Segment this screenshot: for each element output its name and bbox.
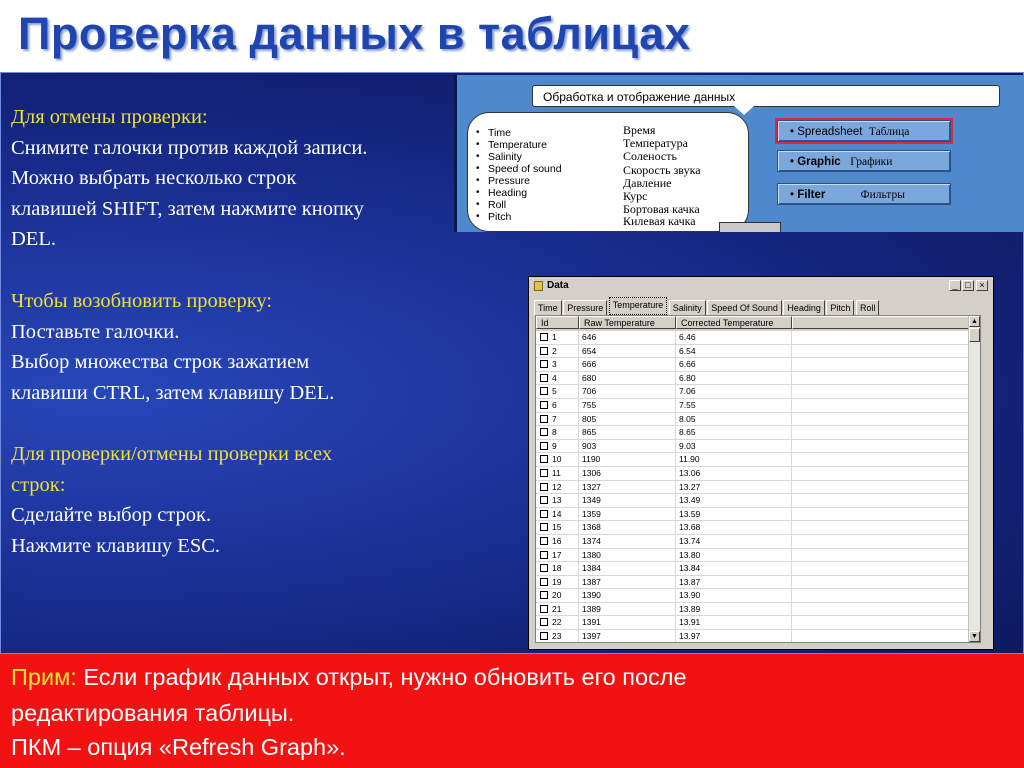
filter-button-ru: Фильтры xyxy=(860,189,905,201)
table-row[interactable] xyxy=(536,589,972,603)
menu-bottom-tab xyxy=(719,222,781,232)
row-id: 2 xyxy=(552,345,557,356)
processing-menu-screenshot xyxy=(454,75,1024,232)
tab-time[interactable]: Time xyxy=(534,300,562,315)
table-row[interactable] xyxy=(536,385,972,399)
raw-temperature-cell: 1384 xyxy=(579,562,676,575)
id-cell xyxy=(536,535,579,548)
id-cell xyxy=(536,413,579,426)
table-row[interactable] xyxy=(536,576,972,590)
scroll-thumb[interactable] xyxy=(969,328,980,342)
tab-roll[interactable]: Roll xyxy=(856,300,880,315)
table-row[interactable] xyxy=(536,481,972,495)
note-label: Прим: xyxy=(11,664,77,690)
id-cell xyxy=(536,549,579,562)
corrected-temperature-cell: 13.74 xyxy=(676,535,792,548)
empty-cell xyxy=(792,616,972,629)
empty-cell xyxy=(792,413,972,426)
parameter-list xyxy=(467,112,749,232)
table-row[interactable] xyxy=(536,616,972,630)
id-cell xyxy=(536,331,579,344)
app-icon xyxy=(534,281,543,291)
raw-temperature-cell: 1390 xyxy=(579,589,676,602)
instruction-line: Выбор множества строк зажатием xyxy=(11,351,310,373)
id-cell xyxy=(536,603,579,616)
param-en: • Speed of sound xyxy=(488,163,562,175)
id-cell xyxy=(536,562,579,575)
row-id: 4 xyxy=(552,372,557,383)
param-ru: Время xyxy=(623,123,656,137)
table-row[interactable] xyxy=(536,331,972,345)
corrected-temperature-cell: 6.80 xyxy=(676,372,792,385)
id-cell xyxy=(536,467,579,480)
corrected-temperature-cell: 13.06 xyxy=(676,467,792,480)
row-id: 5 xyxy=(552,386,557,397)
corrected-temperature-cell: 13.87 xyxy=(676,576,792,589)
row-checkbox[interactable] xyxy=(540,523,548,531)
instruction-line: Снимите галочки против каждой записи. xyxy=(11,136,368,159)
instruction-heading: Чтобы возобновить проверку: xyxy=(11,290,273,312)
row-id: 1 xyxy=(552,332,557,342)
raw-temperature-cell: 1190 xyxy=(579,453,676,466)
tab-temperature[interactable]: Temperature xyxy=(609,297,668,315)
tab-pressure[interactable]: Pressure xyxy=(563,300,607,315)
param-en: • Temperature xyxy=(488,139,547,151)
note-line-1 xyxy=(11,664,687,691)
table-row[interactable] xyxy=(536,630,972,643)
row-checkbox[interactable] xyxy=(540,632,548,640)
vertical-scrollbar[interactable] xyxy=(968,316,980,642)
grid-header xyxy=(536,316,981,331)
table-row[interactable] xyxy=(536,508,972,522)
raw-temperature-cell: 1387 xyxy=(579,576,676,589)
raw-temperature-cell: 706 xyxy=(579,385,676,398)
row-checkbox[interactable] xyxy=(540,401,548,409)
instruction-line: Сделайте выбор строк. xyxy=(11,504,212,526)
row-id: 6 xyxy=(552,399,557,410)
row-id: 23 xyxy=(552,631,562,642)
corrected-temperature-cell: 13.91 xyxy=(676,616,792,629)
data-window xyxy=(528,276,994,650)
id-cell xyxy=(536,399,579,412)
title-bar xyxy=(0,0,1024,72)
scroll-down-arrow[interactable]: ▼ xyxy=(969,631,980,642)
corrected-temperature-cell: 13.97 xyxy=(676,630,792,643)
corrected-temperature-cell: 11.90 xyxy=(676,453,792,466)
row-checkbox[interactable] xyxy=(540,605,548,613)
row-checkbox[interactable] xyxy=(540,618,548,626)
empty-cell xyxy=(792,481,972,494)
graphic-button-ru: Графики xyxy=(850,156,893,168)
corrected-temperature-cell: 8.65 xyxy=(676,426,792,439)
empty-cell xyxy=(792,535,972,548)
row-id: 10 xyxy=(552,454,562,465)
instruction-line: клавиши CTRL, затем клавишу DEL. xyxy=(11,381,335,404)
empty-cell xyxy=(792,426,972,439)
table-row[interactable] xyxy=(536,345,972,359)
table-row[interactable] xyxy=(536,535,972,549)
raw-temperature-cell: 680 xyxy=(579,372,676,385)
corrected-temperature-cell: 13.84 xyxy=(676,562,792,575)
table-row[interactable] xyxy=(536,494,972,508)
filter-button[interactable]: • Filter Фильтры xyxy=(777,183,951,205)
param-en: • Salinity xyxy=(488,151,522,163)
row-checkbox[interactable] xyxy=(540,387,548,395)
corrected-temperature-cell: 6.46 xyxy=(676,331,792,344)
row-checkbox[interactable] xyxy=(540,428,548,436)
column-header-raw[interactable]: Raw Temperature xyxy=(579,316,676,329)
param-ru: Бортовая качка xyxy=(623,202,700,216)
param-ru: Температура xyxy=(623,136,688,150)
empty-cell xyxy=(792,440,972,453)
corrected-temperature-cell: 6.54 xyxy=(676,345,792,358)
row-id: 7 xyxy=(552,413,557,424)
row-checkbox[interactable] xyxy=(540,551,548,559)
empty-cell xyxy=(792,562,972,575)
corrected-temperature-cell: 13.49 xyxy=(676,494,792,507)
row-id: 13 xyxy=(552,495,562,506)
empty-cell xyxy=(792,508,972,521)
corrected-temperature-cell: 7.55 xyxy=(676,399,792,412)
corrected-temperature-cell: 13.68 xyxy=(676,521,792,534)
instruction-line: DEL. xyxy=(11,228,56,250)
raw-temperature-cell: 1359 xyxy=(579,508,676,521)
corrected-temperature-cell: 7.06 xyxy=(676,385,792,398)
corrected-temperature-cell: 13.89 xyxy=(676,603,792,616)
id-cell xyxy=(536,521,579,534)
row-checkbox[interactable] xyxy=(540,578,548,586)
raw-temperature-cell: 1306 xyxy=(579,467,676,480)
row-checkbox[interactable] xyxy=(540,483,548,491)
row-id: 16 xyxy=(552,535,562,546)
window-titlebar xyxy=(531,279,991,293)
corrected-temperature-cell: 13.80 xyxy=(676,549,792,562)
data-grid xyxy=(535,315,981,643)
minimize-button[interactable]: _ xyxy=(949,280,961,291)
graphic-button[interactable]: • Graphic Графики xyxy=(777,150,951,172)
row-id: 9 xyxy=(552,440,557,451)
instruction-heading: строк: xyxy=(11,473,66,496)
tab-salinity[interactable]: Salinity xyxy=(669,300,706,315)
table-row[interactable] xyxy=(536,413,972,427)
instruction-block-cancel xyxy=(11,102,461,255)
empty-cell xyxy=(792,358,972,371)
instruction-line: Нажмите клавишу ESC. xyxy=(11,534,221,557)
param-en: • Heading xyxy=(488,187,527,199)
raw-temperature-cell: 654 xyxy=(579,345,676,358)
maximize-button[interactable]: □ xyxy=(962,280,974,291)
spreadsheet-button-ru: Таблица xyxy=(868,126,910,138)
row-id: 19 xyxy=(552,576,562,587)
param-en: • Time xyxy=(488,127,511,139)
param-en: • Pressure xyxy=(488,175,530,187)
instruction-line: Можно выбрать несколько строк xyxy=(11,167,297,189)
raw-temperature-cell: 646 xyxy=(579,331,676,344)
spreadsheet-button[interactable]: • Spreadsheet Таблица xyxy=(777,120,951,142)
id-cell xyxy=(536,481,579,494)
id-cell xyxy=(536,494,579,507)
raw-temperature-cell: 1391 xyxy=(579,616,676,629)
raw-temperature-cell: 666 xyxy=(579,358,676,371)
empty-cell xyxy=(792,603,972,616)
row-id: 3 xyxy=(552,359,557,370)
id-cell xyxy=(536,589,579,602)
empty-cell xyxy=(792,630,972,643)
table-row[interactable] xyxy=(536,426,972,440)
row-checkbox[interactable] xyxy=(540,496,548,504)
raw-temperature-cell: 1349 xyxy=(579,494,676,507)
id-cell xyxy=(536,385,579,398)
raw-temperature-cell: 1397 xyxy=(579,630,676,643)
empty-cell xyxy=(792,467,972,480)
empty-cell xyxy=(792,589,972,602)
empty-cell xyxy=(792,549,972,562)
graphic-button-en: Graphic xyxy=(797,156,841,168)
corrected-temperature-cell: 13.27 xyxy=(676,481,792,494)
note-line-2: редактирования таблицы. xyxy=(11,700,295,726)
row-checkbox[interactable] xyxy=(540,374,548,382)
table-row[interactable] xyxy=(536,603,972,617)
row-checkbox[interactable] xyxy=(540,347,548,355)
raw-temperature-cell: 1374 xyxy=(579,535,676,548)
instruction-line: Поставьте галочки. xyxy=(11,320,180,343)
raw-temperature-cell: 903 xyxy=(579,440,676,453)
id-cell xyxy=(536,508,579,521)
row-id: 15 xyxy=(552,522,562,533)
empty-cell xyxy=(792,576,972,589)
note-panel xyxy=(0,654,1024,768)
row-id: 22 xyxy=(552,617,562,628)
window-title: Data xyxy=(547,280,569,291)
table-row[interactable] xyxy=(536,453,972,467)
param-en: • Pitch xyxy=(488,211,511,223)
empty-cell xyxy=(792,494,972,507)
table-row[interactable] xyxy=(536,467,972,481)
column-header-id[interactable]: Id xyxy=(536,316,579,329)
id-cell xyxy=(536,440,579,453)
column-header-corrected[interactable]: Corrected Temperature xyxy=(676,316,792,329)
empty-cell xyxy=(792,399,972,412)
scroll-up-arrow[interactable]: ▲ xyxy=(969,316,980,327)
param-ru: Давление xyxy=(623,176,672,190)
raw-temperature-cell: 755 xyxy=(579,399,676,412)
spreadsheet-button-en: Spreadsheet xyxy=(797,126,863,138)
id-cell xyxy=(536,372,579,385)
row-id: 21 xyxy=(552,603,562,614)
id-cell xyxy=(536,345,579,358)
raw-temperature-cell: 865 xyxy=(579,426,676,439)
id-cell xyxy=(536,576,579,589)
row-id: 12 xyxy=(552,481,562,492)
row-checkbox[interactable] xyxy=(540,591,548,599)
row-checkbox[interactable] xyxy=(540,360,548,368)
row-checkbox[interactable] xyxy=(540,537,548,545)
empty-cell xyxy=(792,385,972,398)
corrected-temperature-cell: 13.90 xyxy=(676,589,792,602)
corrected-temperature-cell: 9.03 xyxy=(676,440,792,453)
empty-cell xyxy=(792,345,972,358)
raw-temperature-cell: 1380 xyxy=(579,549,676,562)
note-line-3: ПКМ – опция «Refresh Graph». xyxy=(11,734,346,760)
empty-cell xyxy=(792,453,972,466)
grid-rows xyxy=(536,331,972,643)
param-ru: Курс xyxy=(623,189,648,203)
row-checkbox[interactable] xyxy=(540,415,548,423)
corrected-temperature-cell: 13.59 xyxy=(676,508,792,521)
table-row[interactable] xyxy=(536,399,972,413)
raw-temperature-cell: 1368 xyxy=(579,521,676,534)
table-row[interactable] xyxy=(536,440,972,454)
row-id: 18 xyxy=(552,563,562,574)
raw-temperature-cell: 805 xyxy=(579,413,676,426)
param-ru: Килевая качка xyxy=(623,214,696,228)
row-id: 17 xyxy=(552,549,562,560)
table-row[interactable] xyxy=(536,372,972,386)
id-cell xyxy=(536,630,579,643)
instruction-heading: Для проверки/отмены проверки всех xyxy=(11,443,333,465)
corrected-temperature-cell: 8.05 xyxy=(676,413,792,426)
tab-heading[interactable]: Heading xyxy=(783,300,825,315)
tab-strip xyxy=(534,297,878,313)
row-id: 20 xyxy=(552,590,562,601)
table-row[interactable] xyxy=(536,521,972,535)
empty-cell xyxy=(792,372,972,385)
row-checkbox[interactable] xyxy=(540,442,548,450)
instruction-block-resume xyxy=(11,286,461,408)
id-cell xyxy=(536,453,579,466)
id-cell xyxy=(536,426,579,439)
instruction-line: клавишей SHIFT, затем нажмите кнопку xyxy=(11,197,364,220)
instruction-heading: Для отмены проверки: xyxy=(11,106,208,128)
column-header-empty xyxy=(792,316,972,329)
param-ru: Скорость звука xyxy=(623,163,701,177)
empty-cell xyxy=(792,521,972,534)
id-cell xyxy=(536,616,579,629)
table-row[interactable] xyxy=(536,549,972,563)
tab-speed-of-sound[interactable]: Speed Of Sound xyxy=(707,300,782,315)
raw-temperature-cell: 1327 xyxy=(579,481,676,494)
row-id: 11 xyxy=(552,467,561,478)
row-checkbox[interactable] xyxy=(540,455,548,463)
param-en: • Roll xyxy=(488,199,506,211)
row-checkbox[interactable] xyxy=(540,564,548,572)
row-checkbox[interactable] xyxy=(540,469,548,477)
row-id: 8 xyxy=(552,427,557,438)
id-cell xyxy=(536,358,579,371)
empty-cell xyxy=(792,331,972,344)
param-ru: Соленость xyxy=(623,149,677,163)
page-title: Проверка данных в таблицах xyxy=(18,8,691,59)
row-checkbox[interactable] xyxy=(540,333,548,341)
tab-pitch[interactable]: Pitch xyxy=(826,300,854,315)
note-text: Если график данных открыт, нужно обновить его после xyxy=(83,664,687,690)
filter-button-en: Filter xyxy=(797,189,826,201)
table-row[interactable] xyxy=(536,358,972,372)
close-button[interactable]: × xyxy=(976,280,988,291)
instruction-block-all xyxy=(11,439,461,561)
menu-header: Обработка и отображение данных xyxy=(532,85,1000,107)
raw-temperature-cell: 1389 xyxy=(579,603,676,616)
row-checkbox[interactable] xyxy=(540,510,548,518)
table-row[interactable] xyxy=(536,562,972,576)
corrected-temperature-cell: 6.66 xyxy=(676,358,792,371)
row-id: 14 xyxy=(552,508,562,519)
